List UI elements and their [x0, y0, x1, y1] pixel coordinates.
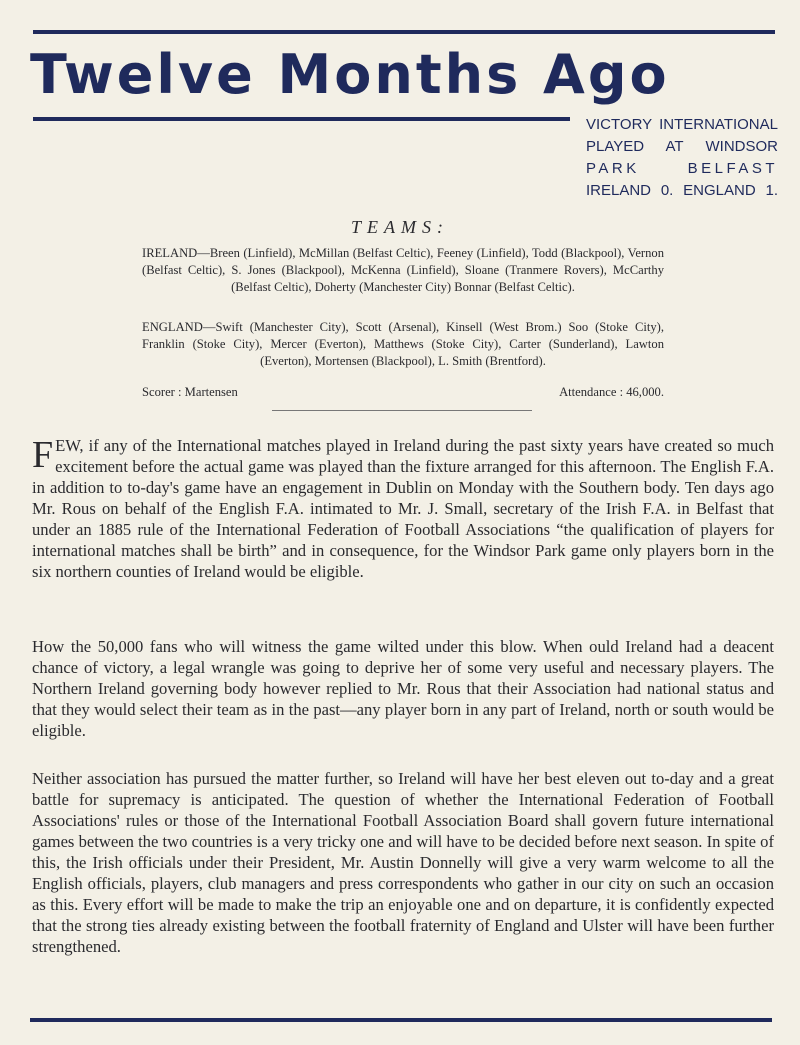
- drop-cap: F: [32, 434, 54, 476]
- match-info: [586, 114, 778, 202]
- scorer-text: Scorer : Martensen: [142, 385, 238, 399]
- teams-heading: TEAMS:: [351, 217, 449, 237]
- match-info-line: PLAYED AT WINDSOR: [586, 138, 778, 155]
- bottom-rule: [30, 1018, 772, 1022]
- match-info-line: VICTORY INTERNATIONAL: [586, 116, 778, 133]
- paragraph-text: EW, if any of the International matches played in Ireland during the past sixty years have created so much excitement before the actual game was played than the fixture arranged for this afternoon. The English F.A. in addition to to-day's game have an engagement in Dublin on Monday with the Southern body. Ten days ago Mr. Rous on behalf of the English F.A. intimated to Mr. J. Small, secretary of the Irish F.A. in Belfast that under an 1885 rule of the International Federation of Football Associations “the qualification of players for international matches shall be birth” and in consequence, for the Windsor Park game only players born in the six northern counties of Ireland would be eligible.: [32, 436, 774, 581]
- teams-divider: [272, 410, 532, 411]
- title-rule: [33, 117, 570, 121]
- top-rule: [33, 30, 775, 34]
- article-paragraph-2: How the 50,000 fans who will witness the game wilted under this blow. When ould Ireland had a deacent chance of victory, a legal wrangle was going to deprive her of some very useful and necessary players. The Northern Ireland governing body however replied to Mr. Rous that their Association had national status and that they would select their team as in the past—any player born in any part of Ireland, north or south would be eligible.: [32, 637, 774, 740]
- article-paragraph-3: Neither association has pursued the matter further, so Ireland will have her best eleven out to-day and a great battle for supremacy is anticipated. The question of whether the International Federation of Football Associations' rules or those of the International Football Association Board shall govern future international games between the two countries is a very tricky one and will have to be decided before next season. In spite of this, the Irish officials under their President, Mr. Austin Donnelly will give a very warm welcome to all the English officials, players, club managers and press correspondents who gather in our city on such an occasion as this. Every effort will be made to make the trip an enjoyable one and on departure, it is confidently expected that the strong ties already existing between the football fraternity of England and Ulster will have been further strengthened.: [32, 769, 774, 956]
- match-info-line: PARK BELFAST: [586, 160, 778, 177]
- ireland-lineup: IRELAND—Breen (Linfield), McMillan (Belfast Celtic), Feeney (Linfield), Todd (Blackpool), Vernon (Belfast Celtic), S. Jones (Blackpool), McKenna (Linfield), Sloane (Tranmere Rovers), McCarthy (Belfast Celtic), Doherty (Manchester City) Bonnar (Belfast Celtic).: [142, 246, 664, 294]
- page-title: Twelve Months Ago: [30, 43, 670, 106]
- attendance-text: Attendance : 46,000.: [559, 385, 664, 399]
- article-paragraph-1: [32, 435, 774, 582]
- match-info-line: IRELAND 0. ENGLAND 1.: [586, 182, 778, 199]
- scorer-row: [142, 385, 664, 400]
- england-lineup: ENGLAND—Swift (Manchester City), Scott (Arsenal), Kinsell (West Brom.) Soo (Stoke City), Franklin (Stoke City), Mercer (Everton), Matthews (Stoke City), Carter (Sunderland), Lawton (Everton), Mortensen (Blackpool), L. Smith (Brentford).: [142, 320, 664, 368]
